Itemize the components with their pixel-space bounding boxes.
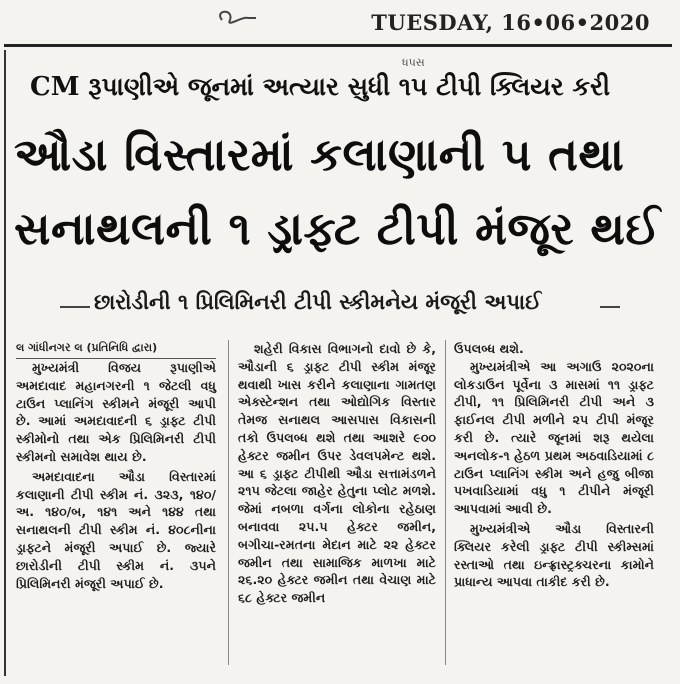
handwritten-scribble-icon (212, 6, 258, 30)
paragraph: અમદાવાદના ઔડા વિસ્તારમાં કલાણાની ટીપી સ્કીમ નં. ૩૨૩, ૧૪૦/અ. ૧૪૦/બ, ૧૪૧ અને ૧૪૪ તથા સનાથલની ટીપી સ્કીમ નં. ૪૦૮નીના ડ્રાફ્ટને મંજૂરી અપાઈ છે. જ્યારે છારોડીની ટીપી સ્કીમ નં. ૩૫ને પ્રિલિમિનરી મંજૂરી અપાઈ છે. (16, 468, 216, 591)
paragraph: મુખ્યમંત્રીએ આ અગાઉ ૨૦૨૦ના લોકડાઉન પૂર્વેના ૩ માસમાં ૧૧ ડ્રાફ્ટ ટીપી, ૧૧ પ્રિલિમિનરી ટીપી અને ૩ ફાઈનલ ટીપી મળીને ૨૫ ટીપી મંજૂર કરી છે. ત્યારે જૂનમાં શરૂ થયેલા અનલોક-૧ હેઠળ પ્રથમ અઠવાડિયામાં ૮ ટાઉન પ્લાનિંગ સ્કીમ અને હજુ બીજા પખવાડિયામાં વધુ ૧ ટીપીને મંજૂરી આપવામાં આવી છે. (454, 358, 654, 517)
kicker-prefix: CM (30, 72, 80, 102)
subheadline-rule-left (60, 306, 90, 308)
paragraph: મુખ્યમંત્રી વિજય રૂપાણીએ અમદાવાદ મહાનગરની ૧ જેટલી વધુ ટાઉન પ્લાનિંગ સ્કીમને મંજૂરી આપી છે. આમાં અમદાવાદની ૬ ડ્રાફ્ટ ટીપી સ્કીમોનો તથા એક પ્રિલિમિનરી ટીપી સ્કીમનો સમાવેશ થાય છે. (16, 360, 216, 464)
handwritten-note: ધપસ (402, 56, 425, 69)
masthead-rule (4, 44, 672, 47)
byline: લ ગાંધીનગર લ (પ્રતિનિધિ દ્વારા) (16, 340, 216, 359)
column-divider (228, 340, 229, 665)
article-column-1 (16, 340, 216, 592)
subheadline-block (60, 288, 620, 328)
masthead-date: TUESDAY, 16•06•2020 (371, 10, 650, 35)
paragraph: મુખ્યમંત્રીએ ઔડા વિસ્તારની ક્લિયર કરેલી ડ્રાફ્ટ ટીપી સ્કીમ્સમાં રસ્તાઓ તથા ઇન્ફ્રાસ્ટ્રક્ચરના કામોને પ્રાધાન્ય આપવા તાકીદ કરી છે. (454, 520, 654, 590)
paragraph: ઉપલબ્ધ થશે. (454, 341, 524, 356)
column-divider (445, 340, 446, 665)
article-column-2 (238, 340, 436, 607)
headline-line-2: સનાથલની ૧ ડ્રાફ્ટ ટીપી મંજૂર થઈ (14, 202, 661, 255)
subheadline: છારોડીની ૧ પ્રિલિમિનરી ટીપી સ્કીમનેય મંજૂરી અપાઈ (94, 290, 542, 314)
paragraph: શહેરી વિકાસ વિભાગનો દાવો છે કે, ઔડાની ૬ ડ્રાફ્ટ ટીપી સ્કીમ મંજૂર થવાથી ખાસ કરીને કલાણાના ગામતણ એક્સ્ટેન્શન તથા ઓદ્યોગિક વિસ્તાર તેમજ સનાથલ આસપાસ વિકાસની તકો ઉપલબ્ધ થશે તથા આશરે ૯૦૦ હેક્ટર જમીન ઉપર ડેવલપમેન્ટ થશે. આ ૬ ડ્રાફ્ટ ટીપીથી ઔડા સત્તામંડળને ૨૧૫ જેટલા જાહેર હેતુના પ્લોટ મળશે. જેમાં નબળા વર્ગના લોકોના રહેઠાણ બનાવવા ૨૫.૫ હેક્ટર જમીન, બગીચા-રમતના મેદાન માટે ૨૨ હેક્ટર જમીન તથા સામાજિક માળખા માટે ૨૬.૨૦ હેક્ટર જમીન તથા વેચાણ માટે ૬૮ હેક્ટર જમીન (238, 341, 436, 606)
article-column-3 (454, 340, 654, 591)
kicker-text: રૂપાણીએ જૂનમાં અત્યાર સુધી ૧૫ ટીપી ક્લિયર કરી (88, 72, 611, 101)
headline-line-1: ઔડા વિસ્તારમાં કલાણાની ૫ તથા (14, 128, 625, 181)
subheadline-rule-right (600, 306, 620, 308)
article-kicker (30, 72, 640, 102)
